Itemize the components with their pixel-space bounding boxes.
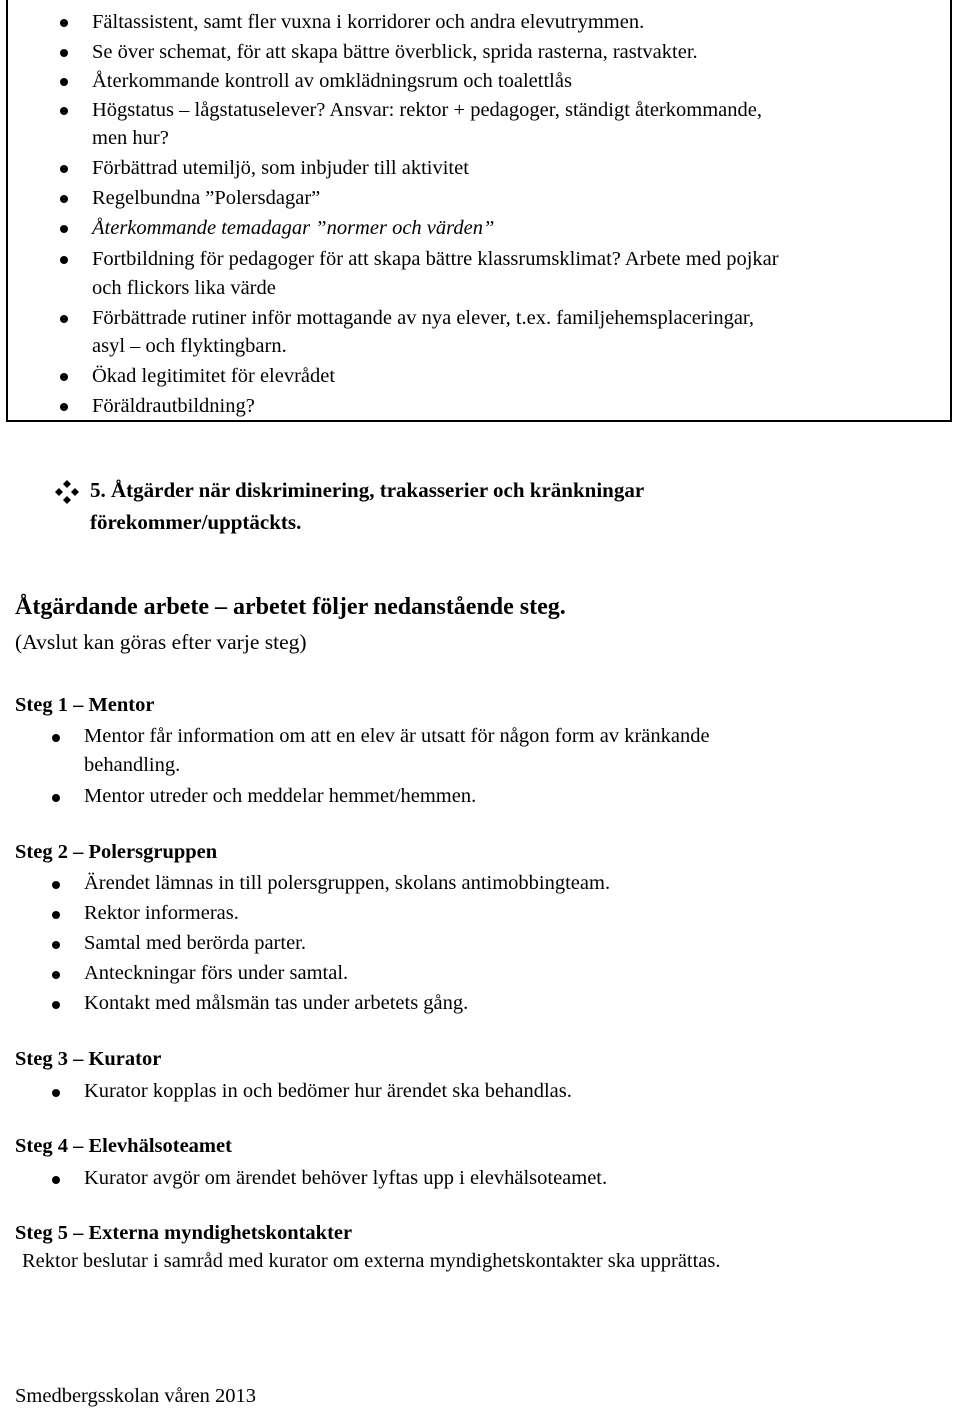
- step-4-title: Steg 4 – Elevhälsoteamet: [15, 1135, 232, 1157]
- measures-box: Fältassistent, samt fler vuxna i korridorer och andra elevutrymmen. Se över schemat, för att skapa bättre överblick, sprida rasterna, rastvakter. Återkommande kontroll av omklädningsrum och toalettlås Högstatus – lågstatuselever? Ansvar: rektor + pedagoger, ständigt återkommande, men hur? Förbättrad utemiljö, som inbjuder till aktivitet Regelbundna ”Polersdagar” Återkommande temadagar ”normer och värden” Fortbildning för pedagoger för att skapa bättre klassrumsklimat? Arbete med pojkar och flickors lika värde Förbättrade rutiner inför mottagande av nya elever, t.ex. familjehemsplaceringar, asyl – och flyktingbarn. Ökad legitimitet för elevrådet Föräldrautbildning?: [6, 0, 952, 422]
- bullet-icon: [60, 19, 68, 27]
- bullet-icon: [52, 881, 60, 889]
- bullet-icon: [52, 941, 60, 949]
- bullet-icon: [52, 1176, 60, 1184]
- page-heading: Åtgärdande arbete – arbetet följer nedanstående steg.: [15, 594, 566, 620]
- bullet-icon: [52, 971, 60, 979]
- bullet-icon: [60, 107, 68, 115]
- bullet-icon: [52, 794, 60, 802]
- step-1-title: Steg 1 – Mentor: [15, 694, 155, 716]
- step-5-text: Rektor beslutar i samråd med kurator om externa myndighetskontakter ska upprättas.: [22, 1250, 721, 1272]
- bullet-icon: [60, 49, 68, 57]
- step-5-title: Steg 5 – Externa myndighetskontakter: [15, 1222, 353, 1244]
- footer: Smedbergsskolan våren 2013: [15, 1385, 257, 1407]
- bullet-icon: [60, 315, 68, 323]
- bullet-icon: [60, 195, 68, 203]
- step-2-title: Steg 2 – Polersgruppen: [15, 841, 218, 863]
- section-heading: 5. Åtgärder när diskriminering, trakasserier och kränkningar: [90, 478, 645, 502]
- bullet-icon: [52, 1089, 60, 1097]
- bullet-icon: [60, 225, 68, 233]
- step-3-title: Steg 3 – Kurator: [15, 1048, 162, 1070]
- bullet-icon: [60, 78, 68, 86]
- page-subheading: (Avslut kan göras efter varje steg): [15, 630, 307, 654]
- bullet-icon: [60, 403, 68, 411]
- bullet-icon: [60, 165, 68, 173]
- bullet-icon: [60, 373, 68, 381]
- bullet-icon: [60, 256, 68, 264]
- bullet-icon: [52, 1001, 60, 1009]
- section-heading-cont: förekommer/upptäckts.: [90, 510, 302, 534]
- bullet-icon: [52, 911, 60, 919]
- bullet-icon: [52, 734, 60, 742]
- diamond-bullet-icon: [54, 480, 80, 504]
